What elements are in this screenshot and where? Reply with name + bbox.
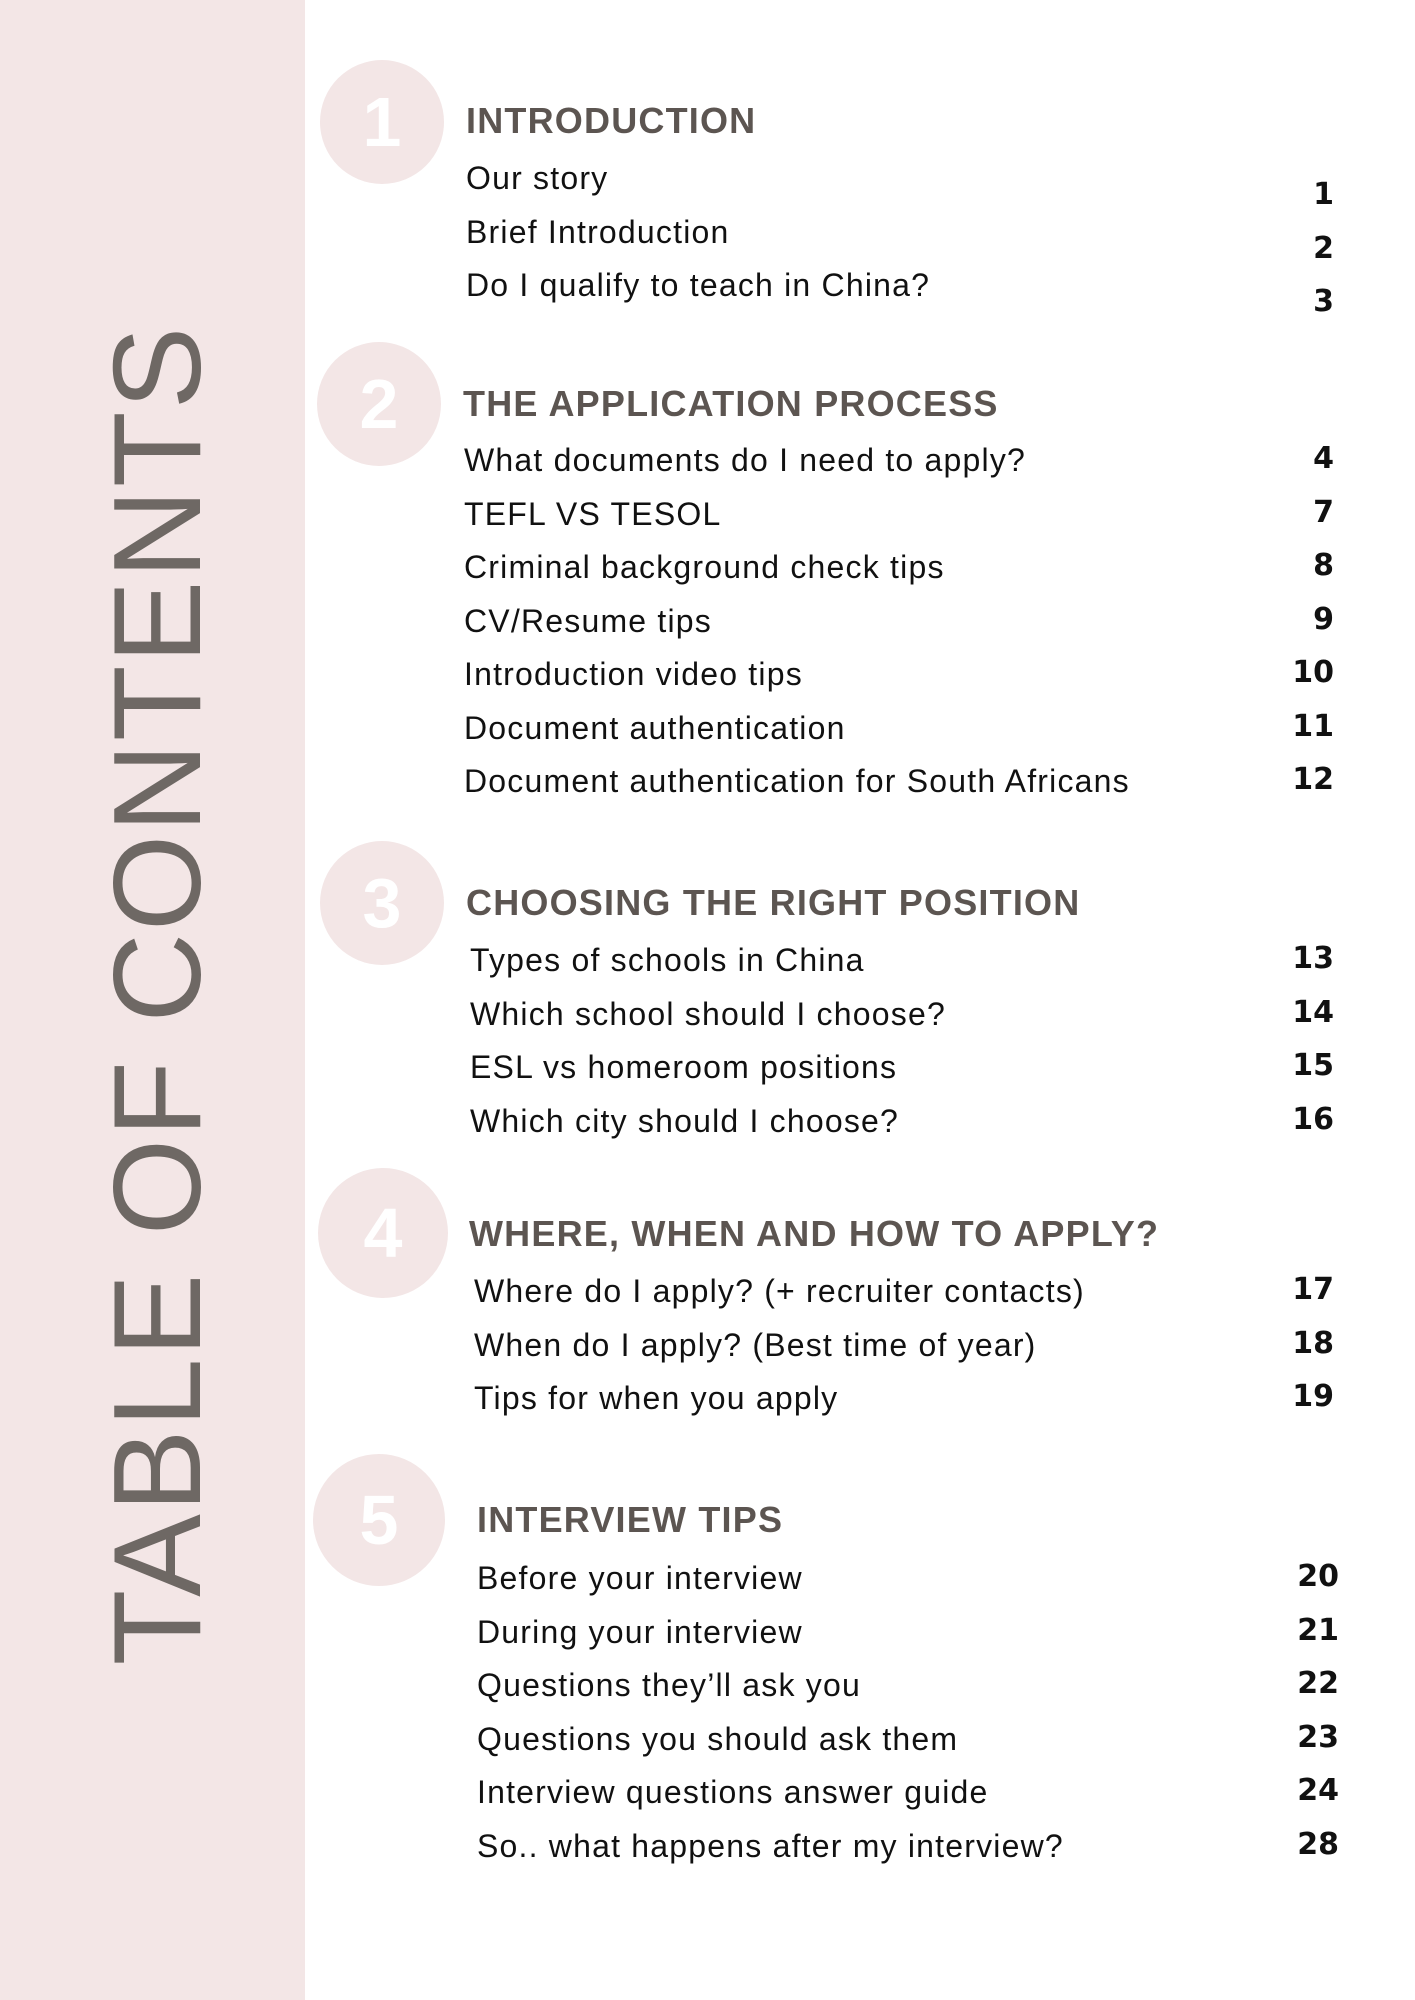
toc-entry-label: Types of schools in China	[470, 942, 865, 978]
toc-entry-page: 28	[1297, 1826, 1339, 1862]
toc-entry-page: 24	[1297, 1773, 1339, 1808]
toc-entry-label: Questions they’ll ask you	[477, 1667, 861, 1703]
toc-entry-page: 11	[1292, 708, 1334, 744]
toc-entry[interactable]	[477, 1773, 1339, 1830]
toc-entry-label: So.. what happens after my interview?	[477, 1827, 1064, 1864]
toc-entry[interactable]	[464, 655, 1334, 712]
toc-entry[interactable]	[477, 1559, 1339, 1616]
toc-entry[interactable]	[477, 1612, 1339, 1670]
section-heading: CHOOSING THE RIGHT POSITION	[466, 882, 1081, 923]
toc-entry-page: 15	[1292, 1048, 1334, 1083]
toc-entry[interactable]	[470, 994, 1334, 1052]
section-number-badge: 2	[317, 342, 441, 466]
toc-entry[interactable]	[464, 708, 1334, 766]
toc-entry-label: What documents do I need to apply?	[464, 442, 1027, 478]
toc-entry[interactable]	[477, 1666, 1339, 1723]
toc-entry-page: 8	[1313, 548, 1334, 583]
toc-entry-page: 3	[1313, 284, 1334, 319]
section-items	[464, 441, 1334, 819]
toc-entry-label: When do I apply? (Best time of year)	[474, 1326, 1037, 1363]
toc-entry-page: 1	[1313, 177, 1334, 212]
section-heading: THE APPLICATION PROCESS	[463, 383, 999, 424]
toc-entry[interactable]	[464, 601, 1334, 659]
toc-entry-label: Do I qualify to teach in China?	[466, 267, 931, 303]
toc-entry-page: 23	[1297, 1719, 1339, 1755]
section-items	[477, 1559, 1339, 1883]
toc-entry-label: During your interview	[477, 1613, 803, 1650]
toc-entry-label: Before your interview	[477, 1560, 803, 1596]
toc-entry-page: 20	[1297, 1559, 1339, 1594]
section-items	[470, 941, 1334, 1158]
toc-entry-page: 16	[1292, 1101, 1334, 1137]
toc-entry-page: 9	[1313, 601, 1334, 637]
toc-entry-label: Introduction video tips	[464, 656, 803, 692]
toc-entry-label: CV/Resume tips	[464, 602, 712, 639]
toc-entry-label: Brief Introduction	[466, 213, 730, 250]
toc-entry[interactable]	[470, 1101, 1334, 1159]
toc-entry-page: 22	[1297, 1666, 1339, 1701]
section-number-badge: 1	[320, 60, 444, 184]
section-number-badge: 5	[313, 1454, 445, 1586]
toc-entry-label: Document authentication	[464, 709, 846, 746]
toc-entry[interactable]	[464, 494, 1334, 552]
toc-entry-label: Which school should I choose?	[470, 995, 946, 1032]
toc-entry-label: Where do I apply? (+ recruiter contacts)	[474, 1273, 1085, 1309]
toc-entry[interactable]	[470, 941, 1334, 998]
toc-entry-label: Interview questions answer guide	[477, 1774, 989, 1810]
toc-entry-page: 7	[1313, 494, 1334, 530]
section-heading: INTRODUCTION	[466, 100, 757, 141]
toc-entry-page: 12	[1292, 762, 1334, 797]
toc-entry[interactable]	[474, 1379, 1334, 1436]
toc-entry-label: ESL vs homeroom positions	[470, 1049, 898, 1085]
toc-entry[interactable]	[474, 1325, 1334, 1383]
toc-entry-label: TEFL VS TESOL	[464, 495, 722, 532]
section-items	[474, 1272, 1334, 1436]
toc-entry[interactable]	[477, 1719, 1339, 1777]
toc-entry-label: Tips for when you apply	[474, 1380, 839, 1416]
toc-entry-label: Which city should I choose?	[470, 1102, 900, 1139]
toc-entry-label: Questions you should ask them	[477, 1720, 959, 1757]
toc-entry[interactable]	[470, 1048, 1334, 1105]
section-number-badge: 3	[320, 841, 444, 965]
section-heading: WHERE, WHEN AND HOW TO APPLY?	[469, 1213, 1160, 1254]
section-items	[466, 162, 1334, 323]
toc-entry-page: 2	[1313, 230, 1334, 266]
toc-entry-page: 17	[1292, 1272, 1334, 1307]
toc-entry-label: Document authentication for South Africans	[464, 763, 1130, 799]
toc-entry[interactable]	[464, 441, 1334, 498]
toc-entry[interactable]	[464, 762, 1334, 819]
toc-entry-page: 19	[1292, 1379, 1334, 1414]
toc-entry-page: 14	[1292, 994, 1334, 1030]
toc-entry-page: 10	[1292, 655, 1334, 690]
toc-entry-page: 18	[1292, 1325, 1334, 1361]
toc-entry[interactable]	[466, 162, 1334, 216]
page-title: TABLE OF CONTENTS	[89, 324, 227, 1666]
toc-entry[interactable]	[474, 1272, 1334, 1329]
toc-entry-label: Our story	[466, 160, 609, 196]
toc-entry-page: 13	[1292, 941, 1334, 976]
toc-entry[interactable]	[466, 269, 1334, 323]
toc-entry-label: Criminal background check tips	[464, 549, 945, 585]
toc-entry[interactable]	[477, 1826, 1339, 1884]
section-heading: INTERVIEW TIPS	[477, 1499, 784, 1540]
toc-entry[interactable]	[464, 548, 1334, 605]
sidebar-band	[0, 0, 305, 2000]
section-number-badge: 4	[318, 1168, 448, 1298]
toc-entry-page: 4	[1313, 441, 1334, 476]
toc-entry[interactable]	[466, 213, 1334, 270]
toc-entry-page: 21	[1297, 1612, 1339, 1648]
